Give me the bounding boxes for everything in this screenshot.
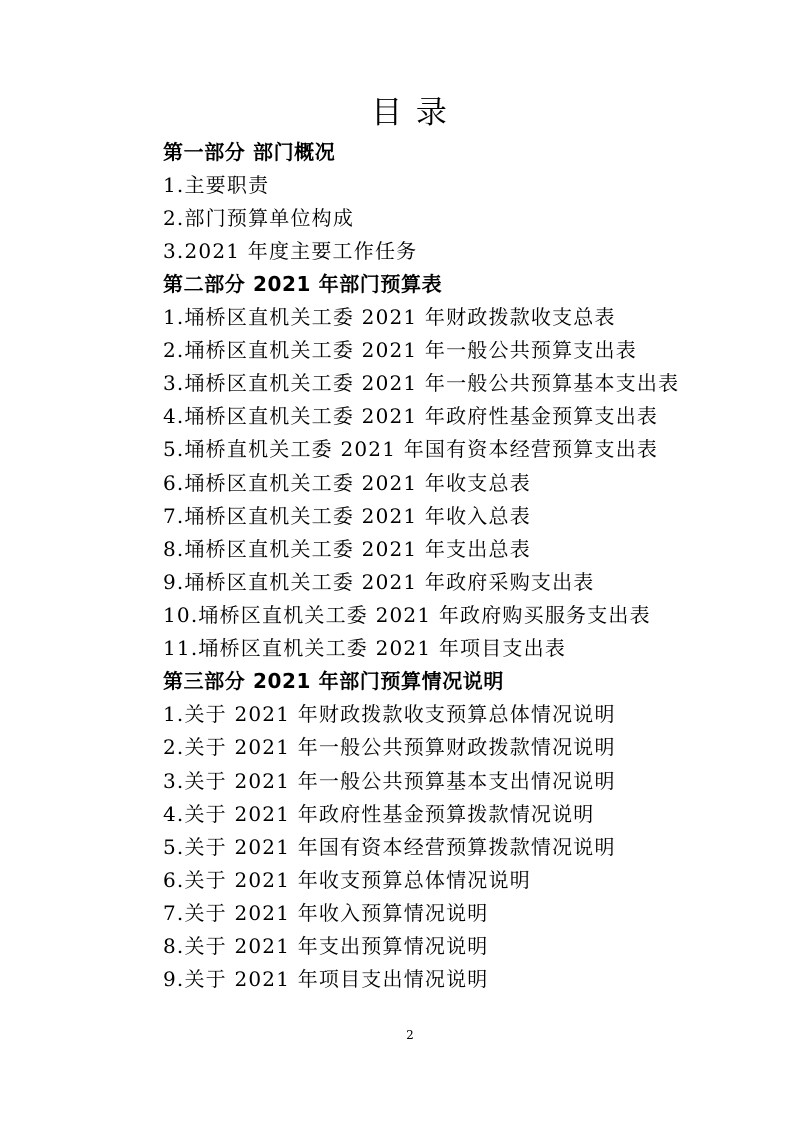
toc-section-3-heading: 第三部分 2021 年部门预算情况说明 — [163, 669, 504, 694]
toc-entry: 10.埇桥区直机关工委 2021 年政府购买服务支出表 — [163, 603, 651, 628]
toc-entry: 1.埇桥区直机关工委 2021 年财政拨款收支总表 — [163, 305, 616, 330]
toc-entry: 2.埇桥区直机关工委 2021 年一般公共预算支出表 — [163, 338, 637, 363]
toc-entry: 1.关于 2021 年财政拨款收支预算总体情况说明 — [163, 702, 616, 727]
toc-entry: 6.关于 2021 年收支预算总体情况说明 — [163, 867, 531, 892]
toc-entry: 2.关于 2021 年一般公共预算财政拨款情况说明 — [163, 735, 616, 760]
page-number: 2 — [406, 1028, 414, 1042]
toc-entry: 3.埇桥区直机关工委 2021 年一般公共预算基本支出表 — [163, 371, 680, 396]
table-of-contents — [163, 136, 763, 997]
toc-entry: 7.埇桥区直机关工委 2021 年收入总表 — [163, 503, 531, 528]
toc-entry: 3.关于 2021 年一般公共预算基本支出情况说明 — [163, 768, 616, 793]
toc-entry: 9.关于 2021 年项目支出情况说明 — [163, 967, 489, 992]
toc-entry: 5.关于 2021 年国有资本经营预算拨款情况说明 — [163, 834, 616, 859]
toc-entry: 1.主要职责 — [163, 172, 270, 197]
toc-entry: 7.关于 2021 年收入预算情况说明 — [163, 901, 489, 926]
toc-entry: 6.埇桥区直机关工委 2021 年收支总表 — [163, 470, 531, 495]
toc-entry: 11.埇桥区直机关工委 2021 年项目支出表 — [163, 636, 567, 661]
toc-entry: 4.埇桥区直机关工委 2021 年政府性基金预算支出表 — [163, 404, 659, 429]
toc-section-1-heading: 第一部分 部门概况 — [163, 139, 336, 164]
toc-entry: 8.关于 2021 年支出预算情况说明 — [163, 934, 489, 959]
toc-entry: 4.关于 2021 年政府性基金预算拨款情况说明 — [163, 801, 595, 826]
toc-entry: 5.埇桥直机关工委 2021 年国有资本经营预算支出表 — [163, 437, 659, 462]
toc-entry: 3.2021 年度主要工作任务 — [163, 238, 418, 263]
toc-section-2-heading: 第二部分 2021 年部门预算表 — [163, 271, 443, 296]
toc-entry: 8.埇桥区直机关工委 2021 年支出总表 — [163, 536, 531, 561]
toc-entry: 2.部门预算单位构成 — [163, 205, 355, 230]
page-title: 目 录 — [371, 95, 449, 131]
toc-entry: 9.埇桥区直机关工委 2021 年政府采购支出表 — [163, 569, 595, 594]
